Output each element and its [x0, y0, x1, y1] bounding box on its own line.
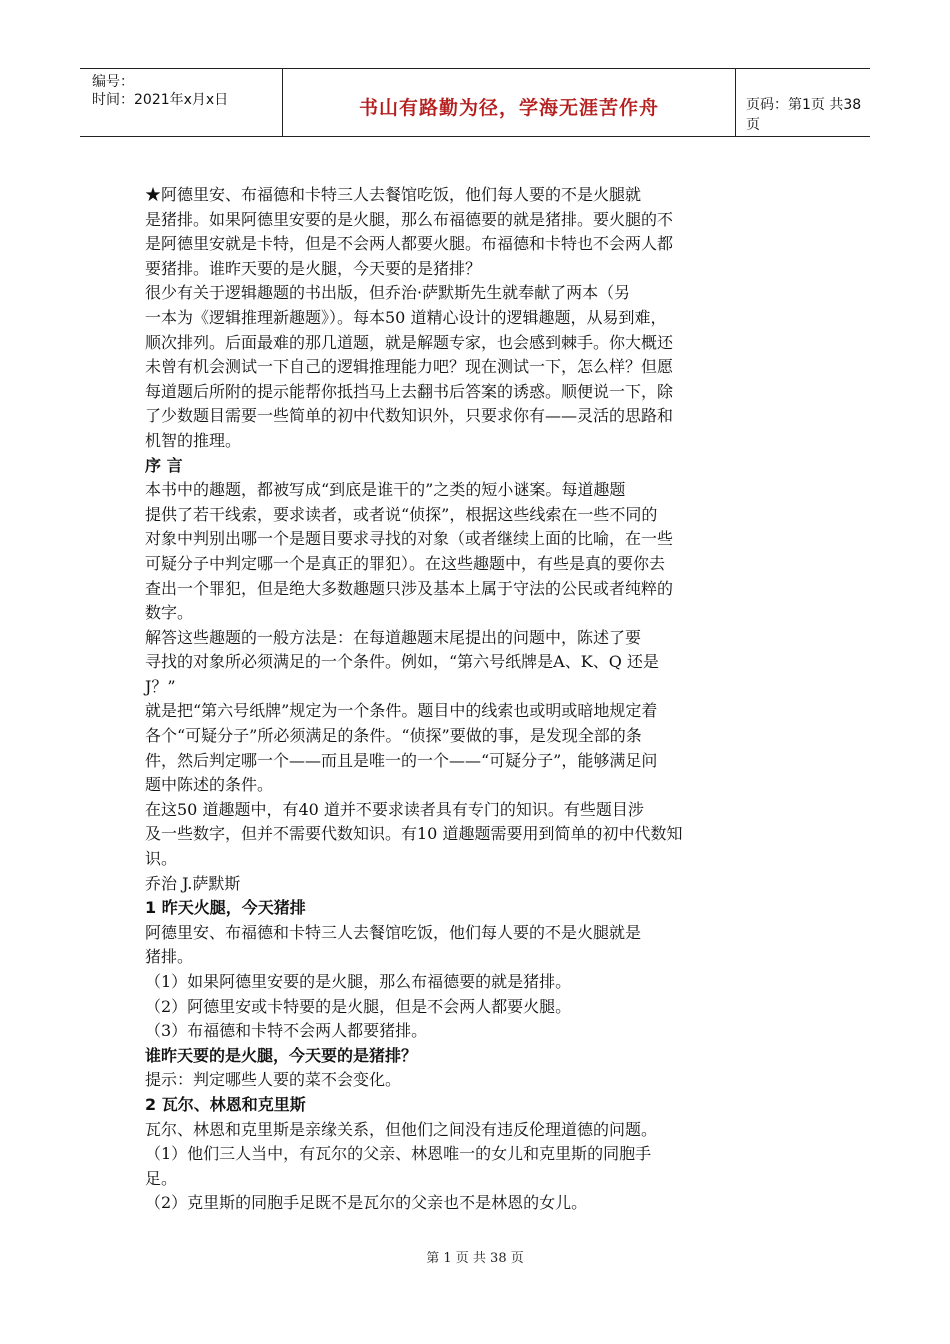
text-line: 了少数题目需要一些简单的初中代数知识外，只要求你有——灵活的思路和	[145, 406, 674, 426]
text-line: 机智的推理。	[145, 430, 242, 450]
text-line: ★阿德里安、布福德和卡特三人去餐馆吃饭，他们每人要的不是火腿就	[145, 185, 642, 204]
text-line: （2）克里斯的同胞手足既不是瓦尔的父亲也不是林恩的女儿。	[145, 1193, 588, 1213]
page-info: 页码：第1页 共38页	[746, 97, 862, 133]
text-line: 件，然后判定哪一个——而且是唯一的一个——“可疑分子”，能够满足问	[145, 750, 658, 770]
text-line: 及一些数字，但并不需要代数知识。有10 道趣题需要用到简单的初中代数知	[145, 824, 683, 844]
text-line: 识。	[145, 849, 178, 869]
document-body	[145, 183, 795, 1216]
text-line: （1）如果阿德里安要的是火腿，那么布福德要的就是猪排。	[145, 972, 572, 991]
text-line: 猪排。	[145, 947, 194, 967]
text-line: 提供了若干线索，要求读者，或者说“侦探”，根据这些线索在一些不同的	[145, 504, 658, 524]
heading-line: 2 瓦尔、林恩和克里斯	[145, 1094, 306, 1114]
text-line: 足。	[145, 1168, 178, 1188]
text-line: 阿德里安、布福德和卡特三人去餐馆吃饭，他们每人要的不是火腿就是	[145, 922, 642, 942]
text-line: 是猪排。如果阿德里安要的是火腿，那么布福德要的就是猪排。要火腿的不	[145, 209, 674, 229]
heading-line: 序 言	[145, 455, 183, 475]
header-page-cell	[736, 69, 870, 136]
text-line: 很少有关于逻辑趣题的书出版，但乔治·萨默斯先生就奉献了两本（另	[145, 283, 631, 303]
text-line: （1）他们三人当中，有瓦尔的父亲、林恩唯一的女儿和克里斯的同胞手	[145, 1144, 652, 1164]
page-header	[80, 68, 870, 137]
document-number: 编号：	[92, 74, 134, 90]
page-footer: 第 1 页 共 38 页	[426, 1251, 524, 1266]
text-line: J？”	[145, 676, 176, 696]
text-line: 各个“可疑分子”所必须满足的条件。“侦探”要做的事，是发现全部的条	[145, 726, 642, 746]
text-line: （3）布福德和卡特不会两人都要猪排。	[145, 1021, 428, 1041]
text-line: 寻找的对象所必须满足的一个条件。例如，“第六号纸牌是A、K、Q 还是	[145, 652, 659, 672]
text-line: 在这50 道趣题中，有40 道并不要求读者具有专门的知识。有些题目涉	[145, 799, 644, 819]
text-line: （2）阿德里安或卡特要的是火腿，但是不会两人都要火腿。	[145, 996, 572, 1016]
text-line: 顺次排列。后面最难的那几道题，就是解题专家，也会感到棘手。你大概还	[145, 332, 674, 352]
motto: 书山有路勤为径，学海无涯苦作舟	[358, 97, 659, 119]
text-line: 就是把“第六号纸牌”规定为一个条件。题目中的线索也或明或暗地规定着	[145, 701, 658, 721]
text-line: 乔治 J.萨默斯	[145, 873, 241, 893]
text-line: 提示：判定哪些人要的菜不会变化。	[145, 1070, 402, 1090]
header-meta-cell	[80, 69, 283, 136]
text-line: 一本为《逻辑推理新趣题》）。每本50 道精心设计的逻辑趣题，从易到难，	[145, 307, 667, 327]
text-line: 可疑分子中判定哪一个是真正的罪犯）。在这些趣题中，有些是真的要你去	[145, 553, 666, 573]
text-line: 是阿德里安就是卡特，但是不会两人都要火腿。布福德和卡特也不会两人都	[145, 234, 674, 254]
text-line: 本书中的趣题，都被写成“到底是谁干的”之类的短小谜案。每道趣题	[145, 480, 626, 500]
text-line: 瓦尔、林恩和克里斯是亲缘关系，但他们之间没有违反伦理道德的问题。	[145, 1119, 658, 1139]
document-date: 时间：2021年x月x日	[92, 92, 229, 108]
text-line: 对象中判别出哪一个是题目要求寻找的对象（或者继续上面的比喻，在一些	[145, 529, 674, 549]
heading-line: 1 昨天火腿，今天猪排	[145, 898, 306, 918]
text-line: 解答这些趣题的一般方法是：在每道趣题末尾提出的问题中，陈述了要	[145, 627, 642, 647]
heading-line: 谁昨天要的是火腿，今天要的是猪排？	[145, 1045, 418, 1065]
header-motto-cell	[283, 69, 736, 136]
text-line: 查出一个罪犯，但是绝大多数趣题只涉及基本上属于守法的公民或者纯粹的	[145, 578, 674, 598]
text-line: 未曾有机会测试一下自己的逻辑推理能力吧？现在测试一下，怎么样？但愿	[145, 357, 674, 377]
text-line: 题中陈述的条件。	[145, 775, 274, 795]
text-line: 数字。	[145, 603, 194, 623]
text-line: 每道题后所附的提示能帮你抵挡马上去翻书后答案的诱惑。顺便说一下，除	[145, 381, 674, 401]
text-line: 要猪排。谁昨天要的是火腿，今天要的是猪排？	[145, 258, 482, 278]
